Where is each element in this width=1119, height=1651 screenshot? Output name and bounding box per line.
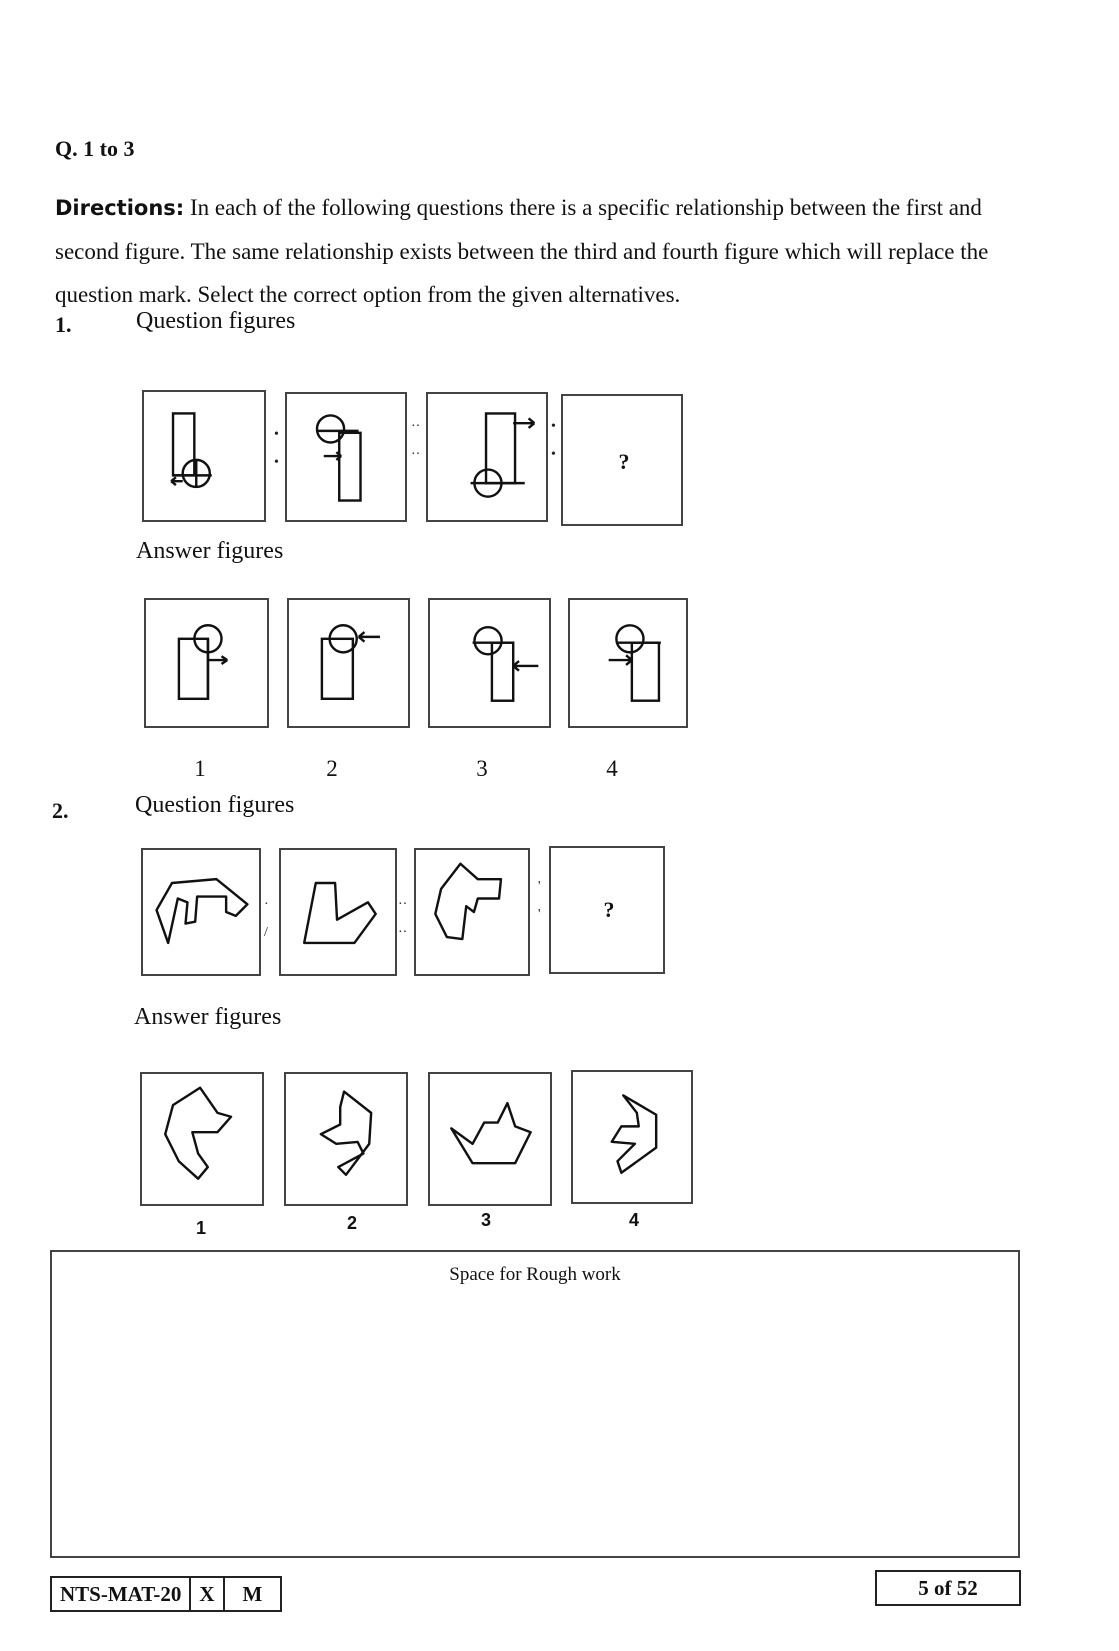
q1-option-number-2: 2	[326, 756, 338, 781]
q1-separator-1: • •	[274, 427, 279, 470]
q1-option-number-1: 1	[194, 756, 206, 781]
q2-answer-figure-2[interactable]	[284, 1072, 408, 1206]
q2-separator-1: · /	[264, 897, 269, 940]
q1-separator-2: ·· ··	[411, 419, 421, 462]
paper-medium: M	[242, 1582, 263, 1606]
q2-option-number-2: 2	[346, 1213, 358, 1233]
q1-answer-label: Answer figures	[136, 538, 284, 564]
q2-question-figure-1	[141, 848, 261, 976]
q2-answer-label: Answer figures	[134, 1004, 282, 1030]
q1-answer-figure-2[interactable]	[287, 598, 410, 728]
q2-option-number-4: 4	[628, 1210, 640, 1230]
question-range: Q. 1 to 3	[55, 136, 135, 161]
q1-question-figure-1	[142, 390, 266, 522]
page-number: 5 of 52	[875, 1570, 1021, 1606]
q1-question-label: Question figures	[136, 308, 296, 334]
directions-label: Directions:	[55, 196, 185, 220]
directions-paragraph	[55, 186, 1045, 316]
q2-question-label: Question figures	[135, 792, 295, 818]
paper-code: NTS-MAT-20	[52, 1578, 191, 1610]
q2-question-figure-3	[414, 848, 530, 976]
q2-separator-2: ·· ··	[398, 897, 408, 940]
rough-work-area	[50, 1250, 1020, 1558]
q2-answer-figure-1[interactable]	[140, 1072, 264, 1206]
q1-number: 1.	[55, 312, 72, 337]
q1-question-figure-4	[561, 394, 683, 526]
q1-separator-3: • •	[551, 419, 556, 462]
q1-option-number-4: 4	[606, 756, 618, 781]
rough-work-label: Space for Rough work	[449, 1264, 621, 1285]
q1-question-figure-3	[426, 392, 548, 522]
q2-option-number-3: 3	[480, 1210, 492, 1230]
paper-code-box	[50, 1576, 282, 1612]
q1-answer-figure-4[interactable]	[568, 598, 688, 728]
q2-question-figure-2	[279, 848, 397, 976]
q1-answer-figure-3[interactable]	[428, 598, 551, 728]
paper-set: X	[191, 1578, 224, 1610]
q2-separator-3: ' '	[538, 879, 541, 922]
q2-question-figure-4	[549, 846, 665, 974]
q2-number: 2.	[52, 798, 69, 823]
q1-question-mark: ?	[618, 449, 630, 474]
q2-question-mark: ?	[603, 897, 615, 922]
q1-question-figure-2	[285, 392, 407, 522]
q1-answer-figure-1[interactable]	[144, 598, 269, 728]
q2-option-number-1: 1	[195, 1218, 207, 1238]
directions-text: In each of the following questions there is a specific relationship between the first and second figure. The same relationship exists between the third and fourth figure which will replace the question mark. Select the correct option from the given alternatives.	[55, 195, 989, 307]
q1-option-number-3: 3	[476, 756, 488, 781]
q2-answer-figure-3[interactable]	[428, 1072, 552, 1206]
q2-answer-figure-4[interactable]	[571, 1070, 693, 1204]
